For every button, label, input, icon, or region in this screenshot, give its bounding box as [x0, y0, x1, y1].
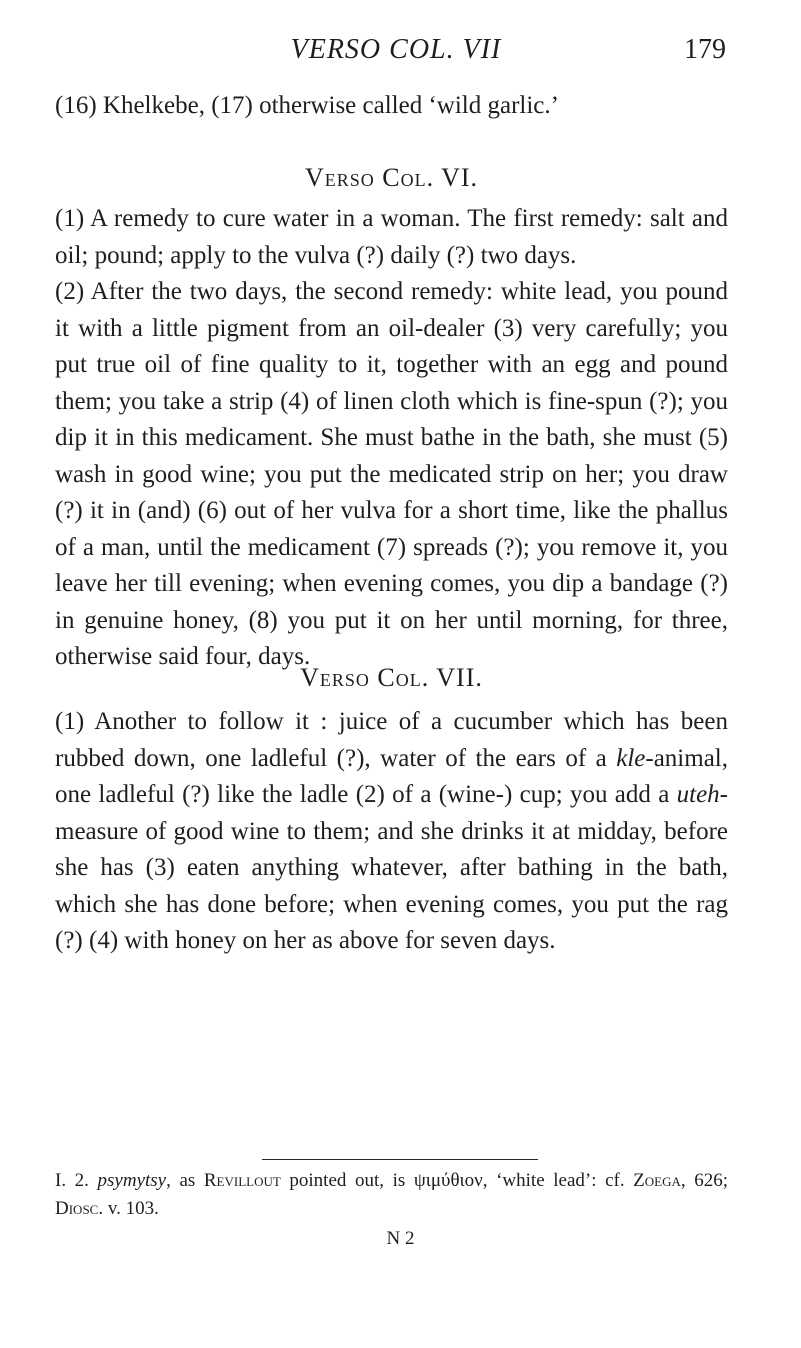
- section-vii: [55, 660, 728, 697]
- footnote: [55, 1167, 728, 1223]
- running-header: [66, 34, 726, 74]
- footnote-term: psymytsy: [97, 1170, 167, 1191]
- uteh-term: uteh: [676, 781, 720, 808]
- section-vii-body: [55, 704, 728, 960]
- signature-mark: N 2: [386, 1228, 415, 1249]
- intro-line: (16) Khelkebe, (17) otherwise called ‘wild garlic.’: [55, 92, 559, 119]
- text-run: -measure of good wine to them; and she drinks it at midday, before she has (3) eaten anything whatever, after bathing in the bath, which she has done before; when evening comes, you put the rag (?) (4) with honey on her as above for seven days.: [55, 781, 728, 954]
- page-number: 179: [684, 34, 726, 65]
- section-vii-paragraph-1: [55, 704, 728, 960]
- kle-term: kle: [616, 744, 646, 772]
- footnote-citation-zoega: Zoega: [633, 1170, 681, 1191]
- section-vi-paragraph-1: (1) A remedy to cure water in a woman. The first remedy: salt and oil; pound; apply to the vulva (?) daily (?) two days.: [55, 205, 728, 269]
- intro-block: [55, 88, 728, 125]
- footnote-citation-diosc: Diosc: [55, 1198, 99, 1219]
- footnote-text: . v. 103.: [98, 1198, 159, 1219]
- section-vi: [55, 160, 728, 197]
- section-vi-heading: Verso Col. VI.: [304, 163, 479, 192]
- text-run: -animal, one ladleful (?) like the ladle (2) of a (wine-) cup; you add a: [55, 744, 728, 808]
- footnote-number: I. 2.: [55, 1170, 98, 1191]
- section-vii-heading: Verso Col. VII.: [300, 663, 483, 692]
- footnote-text: , as: [166, 1170, 204, 1191]
- text-run: (1) Another to follow it : juice of a cucumber which has been rubbed down, one ladleful (?), water of the ears of a: [55, 708, 728, 772]
- section-vi-body: [55, 201, 728, 676]
- footnote-divider: [262, 1159, 538, 1160]
- section-vi-paragraph-2: (2) After the two days, the second remedy: white lead, you pound it with a little pigment from an oil-dealer (3) very carefully; you put true oil of fine quality to it, together with an egg and pound them; you take a strip (4) of linen cloth which is fine-spun (?); you dip it in this medicament. She must bathe in the bath, she must (5) wash in good wine; you put the medicated strip on her; you draw (?) it in (and) (6) out of her vulva for a short time, like the phallus of a man, until the medicament (7) spreads (?); you remove it, you leave her till evening; when evening comes, you dip a bandage (?) in genuine honey, (8) you put it on her until morning, for three, otherwise said four, days.: [55, 278, 728, 670]
- footnote-author: Revillout: [203, 1170, 281, 1191]
- footnote-text: , 626;: [680, 1170, 729, 1191]
- running-title: VERSO COL. VII: [290, 34, 502, 65]
- footnote-text: pointed out, is ψιμύθιον, ‘white lead’: cf.: [280, 1170, 634, 1191]
